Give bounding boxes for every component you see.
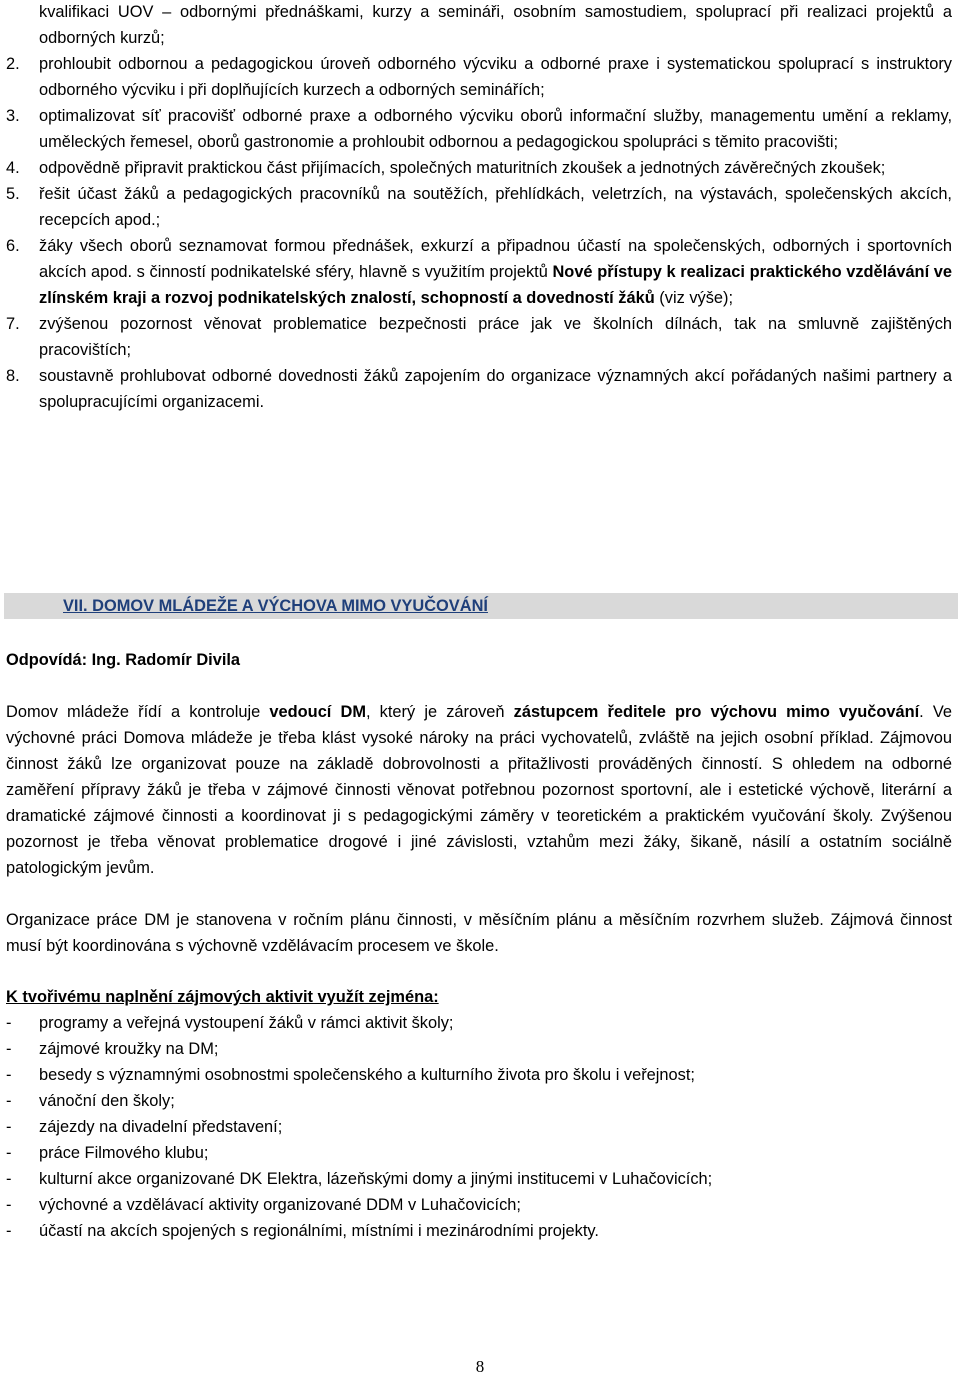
section-heading-bar xyxy=(4,593,958,619)
goals-numbered-list xyxy=(6,0,952,415)
list-item-text: účastí na akcích spojených s regionálními, místními i mezinárodními projekty. xyxy=(39,1222,599,1240)
list-item xyxy=(6,0,952,51)
list-item xyxy=(6,363,952,415)
section-heading: VII. DOMOV MLÁDEŽE A VÝCHOVA MIMO VYUČOVÁNÍ xyxy=(63,597,488,615)
list-item xyxy=(6,1062,952,1088)
list-item xyxy=(6,1218,952,1244)
list-item xyxy=(6,181,952,233)
list-item xyxy=(6,1192,952,1218)
list-item-text: prohloubit odbornou a pedagogickou úroveň odborného výcviku a odborné praxe i systematickou spoluprací s instruktory odborného výcviku i při doplňujících kurzech a odborných seminářích; xyxy=(39,55,952,99)
dash-marker: - xyxy=(6,1170,12,1188)
list-item-text: optimalizovat síť pracovišť odborné praxe a odborného výcviku oborů informační služby, managementu umění a reklamy, uměleckých řemesel, oborů gastronomie a prohloubit odbornou a pedagogickou spolupráci s těmito pracovišti; xyxy=(39,107,952,151)
dash-marker: - xyxy=(6,1118,12,1136)
list-item-text: vánoční den školy; xyxy=(39,1092,175,1110)
list-item-text-end: (viz výše); xyxy=(654,289,734,307)
list-item-text: zájmové kroužky na DM; xyxy=(39,1040,219,1058)
list-item-number: 5. xyxy=(6,185,20,203)
list-item xyxy=(6,1036,952,1062)
dash-marker: - xyxy=(6,1222,12,1240)
dash-marker: - xyxy=(6,1196,12,1214)
list-item-text: řešit účast žáků a pedagogických pracovníků na soutěžích, přehlídkách, veletrzích, na výstavách, společenských akcích, recepcích apod.; xyxy=(39,185,952,229)
list-item xyxy=(6,1088,952,1114)
list-item-text: odpovědně připravit praktickou část přijímacích, společných maturitních zkoušek a jednotných závěrečných zkoušek; xyxy=(39,159,886,177)
paragraph-bold-text: zástupcem ředitele pro výchovu mimo vyučování xyxy=(513,703,920,721)
list-item xyxy=(6,1140,952,1166)
list-item xyxy=(6,1166,952,1192)
list-item-text: zájezdy na divadelní představení; xyxy=(39,1118,283,1136)
list-item-text: žáky všech oborů seznamovat formou přednášek, exkurzí a připadnou účastí na společenských, odborných i sportovních akcích apod. s činností podnikatelské sféry, hlavně s využitím projektů xyxy=(39,237,952,281)
list-item-text: zvýšenou pozornost věnovat problematice bezpečnosti práce jak ve školních dílnách, tak na smluvně zajištěných pracovištích; xyxy=(39,315,952,359)
list-item xyxy=(6,233,952,311)
section-paragraph-2: Organizace práce DM je stanovena v ročním plánu činnosti, v měsíčním plánu a měsíčním rozvrhem služeb. Zájmová činnost musí být koordinována s výchovně vzdělávacím procesem ve škole. xyxy=(6,911,952,955)
section-paragraph-1 xyxy=(6,699,952,881)
activities-subheading: K tvořivému naplnění zájmových aktivit využít zejména: xyxy=(6,988,439,1006)
list-item-text: výchovné a vzdělávací aktivity organizované DDM v Luhačovicích; xyxy=(39,1196,521,1214)
responsible-person: Odpovídá: Ing. Radomír Divila xyxy=(6,651,241,669)
activities-list xyxy=(6,1010,952,1244)
list-item-text: soustavně prohlubovat odborné dovednosti žáků zapojením do organizace významných akcí pořádaných našimi partnery a spolupracujícími organizacemi. xyxy=(39,367,952,411)
paragraph-bold-text: vedoucí DM xyxy=(269,703,366,721)
list-item xyxy=(6,51,952,103)
list-item-number: 2. xyxy=(6,55,20,73)
list-item-number: 4. xyxy=(6,159,20,177)
list-item-text: programy a veřejná vystoupení žáků v rámci aktivit školy; xyxy=(39,1014,454,1032)
list-item-text: kulturní akce organizované DK Elektra, lázeňskými domy a jinými institucemi v Luhačovicích; xyxy=(39,1170,713,1188)
dash-marker: - xyxy=(6,1144,12,1162)
list-item-number: 6. xyxy=(6,237,20,255)
list-item-number: 8. xyxy=(6,367,20,385)
list-item xyxy=(6,103,952,155)
list-item-number: 7. xyxy=(6,315,20,333)
list-item-number: 3. xyxy=(6,107,20,125)
list-item xyxy=(6,311,952,363)
page-number: 8 xyxy=(475,1357,485,1376)
dash-marker: - xyxy=(6,1092,12,1110)
list-item-text: besedy s významnými osobnostmi společenského a kulturního života pro školu i veřejnost; xyxy=(39,1066,695,1084)
paragraph-text: Domov mládeže řídí a kontroluje xyxy=(6,703,270,721)
list-item xyxy=(6,155,952,181)
dash-marker: - xyxy=(6,1040,12,1058)
list-item xyxy=(6,1010,952,1036)
project-name: Nové přístupy k realizaci praktického vzdělávání ve zlínském kraji a rozvoj podnikatelských znalostí, schopností a dovedností žáků xyxy=(39,263,952,307)
dash-marker: - xyxy=(6,1066,12,1084)
list-item xyxy=(6,1114,952,1140)
dash-marker: - xyxy=(6,1014,12,1032)
paragraph-text: . Ve výchovné práci Domova mládeže je třeba klást vysoké nároky na práci vychovatelů, zvláště na jejich osobní příklad. Zájmovou činnost žáků lze organizovat pouze na základě dobrovolnosti a přitažlivosti prováděných činností. S ohledem na odborné zaměření přípravy žáků je třeba v zájmové činnosti věnovat potřebnou pozornost sportovní, ale i estetické výchově, literární a dramatické zájmové činnosti a koordinovat ji s pedagogickými záměry v teoretickém a praktickém vyučování školy. Zvýšenou pozornost je třeba věnovat problematice drogové i jiné závislosti, vztahům mezi žáky, šikaně, násilí a ostatním sociálně patologickým jevům. xyxy=(6,703,952,877)
paragraph-text: , který je zároveň xyxy=(365,703,514,721)
list-item-text: kvalifikaci UOV – odbornými přednáškami, kurzy a semináři, osobním samostudiem, spoluprací při realizaci projektů a odborných kurzů; xyxy=(39,3,952,47)
list-item-text: práce Filmového klubu; xyxy=(39,1144,209,1162)
